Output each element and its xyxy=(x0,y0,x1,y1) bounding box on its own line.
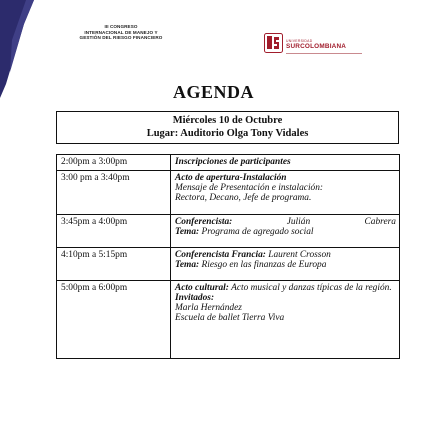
row-topic: Riesgo en las finanzas de Europa xyxy=(201,260,327,270)
row-topic-line xyxy=(175,260,396,270)
table-row xyxy=(57,215,400,248)
row-text: Acto musical y danzas típicas de la región. xyxy=(231,283,392,293)
row-label: Conferencista Francia: xyxy=(175,250,266,260)
row-speaker-last: Cabrera xyxy=(364,217,396,227)
table-row xyxy=(57,248,400,281)
event-day: Miércoles 10 de Octubre xyxy=(172,115,283,126)
row-line: Rectora, Decano, Jefe de programa. xyxy=(175,193,312,203)
row-topic-line xyxy=(175,227,396,237)
row-cultural-line xyxy=(175,283,396,293)
row-speaker-first: Julián xyxy=(286,217,311,227)
row-line: Mensaje de Presentación e instalación: xyxy=(175,183,324,193)
row-title: Inscripciones de participantes xyxy=(175,157,291,167)
congreso-line: INTERNACIONAL DE MANEJO Y xyxy=(84,29,158,35)
usco-logo xyxy=(264,33,364,61)
event-place: Lugar: Auditorio Olga Tony Vidales xyxy=(146,128,309,139)
row-guest: Marla Hernández xyxy=(175,303,242,313)
row-guest: Escuela de ballet Tierra Viva xyxy=(175,313,285,323)
row-desc xyxy=(171,281,400,359)
event-heading-box xyxy=(56,111,399,144)
table-row xyxy=(57,155,400,171)
row-topic-label: Tema: xyxy=(175,260,200,270)
row-label: Conferencista: xyxy=(175,217,233,227)
table-row xyxy=(57,171,400,215)
row-speaker-line xyxy=(175,250,396,260)
row-title: Acto de apertura-Instalación xyxy=(175,173,287,183)
usco-emblem-icon xyxy=(264,33,283,53)
table-row xyxy=(57,281,400,359)
congreso-line: GESTIÓN DEL RIESGO FINANCIERO xyxy=(79,35,163,41)
row-guests-label: Invitados: xyxy=(175,293,215,303)
row-desc xyxy=(171,171,400,215)
row-time: 3:00 pm a 3:40pm xyxy=(57,171,171,215)
row-label: Acto cultural: xyxy=(175,283,229,293)
row-desc xyxy=(171,215,400,248)
row-time: 3:45pm a 4:00pm xyxy=(57,215,171,248)
usco-label-name: SURCOLOMBIANA xyxy=(286,43,347,50)
row-speaker-line xyxy=(175,217,396,227)
row-speaker: Laurent Crosson xyxy=(268,250,331,260)
row-time: 5:00pm a 6:00pm xyxy=(57,281,171,359)
usco-label-small: UNIVERSIDAD xyxy=(286,39,313,43)
row-desc xyxy=(171,155,400,171)
row-desc xyxy=(171,248,400,281)
row-topic-label: Tema: xyxy=(175,227,200,237)
agenda-table xyxy=(56,154,400,359)
page-title: AGENDA xyxy=(172,82,254,102)
row-time: 2:00pm a 3:00pm xyxy=(57,155,171,171)
congreso-logo-text xyxy=(62,24,180,41)
row-time: 4:10pm a 5:15pm xyxy=(57,248,171,281)
usco-underline xyxy=(286,53,362,54)
congreso-line: III CONGRESO xyxy=(104,24,138,29)
row-topic: Programa de agregado social xyxy=(201,227,314,237)
